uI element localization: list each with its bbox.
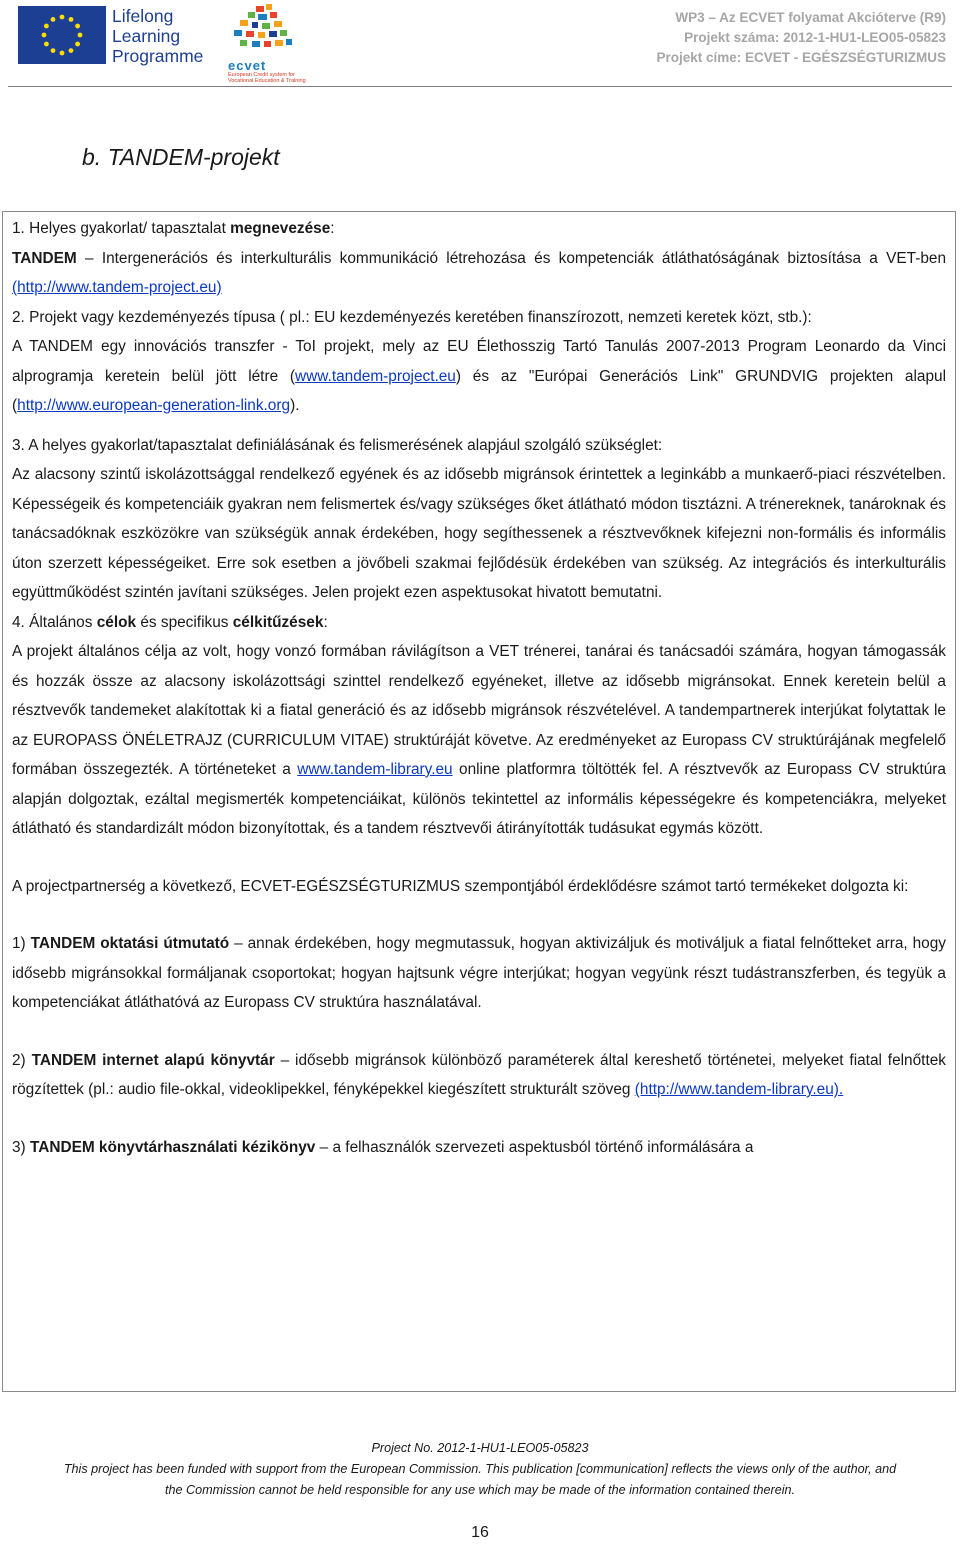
section4-heading-bold-1: célok bbox=[96, 613, 137, 631]
european-generation-link[interactable]: http://www.european-generation-link.org bbox=[17, 397, 291, 414]
ecvet-logo bbox=[224, 4, 304, 84]
section-title: b. TANDEM-projekt bbox=[82, 144, 280, 170]
project-meta bbox=[656, 8, 946, 68]
item3-number: 3) bbox=[12, 1138, 30, 1156]
item1-title: TANDEM oktatási útmutató bbox=[30, 935, 230, 952]
product-item-1 bbox=[12, 929, 946, 1018]
section2-text-b: ) és az "Európai Generációs Link" GRUNDVIG projekten alapul ( bbox=[12, 367, 947, 414]
tandem-project-link[interactable]: (http://www.tandem-project.eu) bbox=[12, 279, 222, 296]
section4-heading-text: 4. Általános bbox=[12, 613, 97, 631]
page-header bbox=[0, 0, 960, 88]
document-body bbox=[12, 214, 946, 1162]
llp-logo-line: Programme bbox=[112, 46, 204, 66]
tandem-project-site-link[interactable]: www.tandem-project.eu bbox=[295, 367, 456, 385]
section2-heading: 2. Projekt vagy kezdeményezés típusa ( pl.: EU kezdeményezés keretében finanszírozott, nemzeti keretek közt, stb.): bbox=[12, 308, 812, 326]
section1-text-body: – Intergenerációs és interkulturális kommunikáció létrehozása és kompetenciák átláthatóságának biztosítása a VET-ben bbox=[76, 249, 946, 267]
section1-text-bold: TANDEM bbox=[12, 249, 77, 267]
lifelong-learning-logo bbox=[18, 6, 214, 70]
section4-heading-bold-2: célkitűzések bbox=[232, 613, 324, 631]
item1-text: – annak érdekében, hogy megmutassuk, hogyan aktivizáljuk és motiváljuk a fiatal felnőtteket arra, hogy idősebb migránsokkal formáljanak csoportokat; hogyan hajtsunk végre interjúkat; hogyan vegyünk részt tudástranszferben, és tegyük a kompetenciákat átláthatóvá az Europass CV struktúra használatával. bbox=[12, 935, 946, 1011]
footer-project-number: Project No. 2012-1-HU1-LEO05-05823 bbox=[371, 1441, 589, 1455]
meta-project-title: Projekt címe: ECVET - EGÉSZSÉGTURIZMUS bbox=[656, 50, 946, 65]
meta-workpackage: WP3 – Az ECVET folyamat Akcióterve (R9) bbox=[675, 10, 946, 25]
section4-heading-suffix: : bbox=[323, 613, 328, 631]
section3-heading: 3. A helyes gyakorlat/tapasztalat definiálásának és felismerésének alapjául szolgáló szükséglet: bbox=[12, 436, 663, 454]
ecvet-logo-word: ecvet bbox=[228, 58, 267, 73]
section4-text-b: online platformra töltötték fel. A résztvevők az Europass CV struktúra alapján dolgoztak, ezáltal megismerték kompetenciáikat, különös tekintettel az informális képességekre és kompetenciákra, melyeket átlátható és standardizált módon bizonyítottak, és a tandem résztvevői átirányították tudásukat egymás között. bbox=[12, 761, 946, 837]
page-footer bbox=[0, 1438, 960, 1501]
ecvet-logo-subtitle: European Credit system for Vocational Education & Training bbox=[228, 72, 306, 84]
section2-text bbox=[12, 332, 946, 421]
section2-text-c: ). bbox=[290, 397, 300, 414]
tandem-library-url-link[interactable]: (http://www.tandem-library.eu). bbox=[634, 1081, 844, 1098]
item3-text: – a felhasználók szervezeti aspektusból történő informálására a bbox=[315, 1138, 754, 1156]
item3-title: TANDEM könyvtárhasználati kézikönyv bbox=[29, 1138, 316, 1156]
item2-number: 2) bbox=[12, 1051, 32, 1069]
eu-flag-icon bbox=[18, 6, 106, 64]
section1-heading-text: 1. Helyes gyakorlat/ tapasztalat bbox=[12, 220, 231, 237]
section2-text-a: A TANDEM egy innovációs transzfer - ToI projekt, mely az EU Élethosszig Tartó Tanulás 2007-2013 Program Leonardo da Vinci alprogramja keretein belül jött létre ( bbox=[12, 338, 946, 385]
tandem-library-link[interactable]: www.tandem-library.eu bbox=[297, 761, 453, 778]
page-number: 16 bbox=[471, 1524, 489, 1541]
ecvet-mosaic-icon bbox=[228, 4, 306, 56]
footer-disclaimer-line-2: the Commission cannot be held responsible for any use which may be made of the information contained therein. bbox=[164, 1483, 796, 1497]
section4-text-a: A projekt általános célja az volt, hogy vonzó formában rávilágítson a VET trénerei, tanárai és tanácsadói számára, hogyan támogassák és hozzák össze az alacsony iskolázottsági szinttel rendelkező egyéneket, illetve az idősebb migránsokat. Ennek keretein belül a résztvevők tandemeket alakítottak ki a fiatal generáció és az idősebb migránsok részvételével. A tandempartnerek interjúkat folytattak le az EUROPASS ÖNÉLETRAJZ (CURRICULUM VITAE) struktúráját követve. Az eredményeket az Europass CV struktúrájának megfelelő formában összegezték. A történeteket a bbox=[12, 643, 946, 778]
header-divider bbox=[8, 86, 952, 87]
section1-heading bbox=[12, 214, 946, 244]
item1-number: 1) bbox=[12, 935, 31, 952]
section1-text bbox=[12, 244, 946, 303]
partnership-paragraph: A projectpartnerség a következő, ECVET-EGÉSZSÉGTURIZMUS szempontjából érdeklődésre számot tartó termékeket dolgozta ki: bbox=[12, 877, 909, 895]
section1-heading-suffix: : bbox=[330, 220, 335, 237]
section1-heading-bold: megnevezése bbox=[230, 220, 331, 237]
item2-text: – idősebb migránsok különböző paraméterek által kereshető történetei, melyeket fiatal felnőttek rögzítettek (pl.: audio file-okkal, videoklipekkel, fényképekkel kiegészített strukturált szöveg bbox=[12, 1051, 946, 1098]
section4-heading-mid: és specifikus bbox=[136, 613, 233, 631]
section3-text: Az alacsony szintű iskolázottsággal rendelkező egyének és az idősebb migránsok érintettek a leginkább a munkaerő-piaci részvételben. Képességeik és kompetenciáik gyakran nem felismertek és/vagy szükséges őket átlátható módon tisztázni. A trénereknek, tanároknak és tanácsadóknak eszközökre van szükségük annak érdekében, hogy segíthessenek a résztvevőknek kifejezni non-formális és informális úton szerzett képességeiket. Erre sok esetben a jövőbeli szakmai fejlődésük érdekében van szükség. Az integrációs és interkulturális együttműködést szintén javítani szükséges. Jelen projekt ezen aspektusokat hivatott bemutatni. bbox=[12, 466, 946, 601]
section4-heading bbox=[12, 608, 946, 638]
llp-logo-line: Learning bbox=[112, 26, 181, 46]
section4-text bbox=[12, 637, 946, 844]
llp-logo-text bbox=[112, 6, 203, 66]
product-item-3 bbox=[12, 1133, 946, 1163]
item2-title: TANDEM internet alapú könyvtár bbox=[31, 1051, 275, 1069]
footer-disclaimer-line-1: This project has been funded with support from the European Commission. This publication [communication] reflects the views only of the author, and bbox=[63, 1462, 897, 1476]
meta-project-number: Projekt száma: 2012-1-HU1-LEO05-05823 bbox=[684, 30, 946, 45]
llp-logo-line: Lifelong bbox=[112, 6, 174, 26]
product-item-2 bbox=[12, 1046, 946, 1105]
